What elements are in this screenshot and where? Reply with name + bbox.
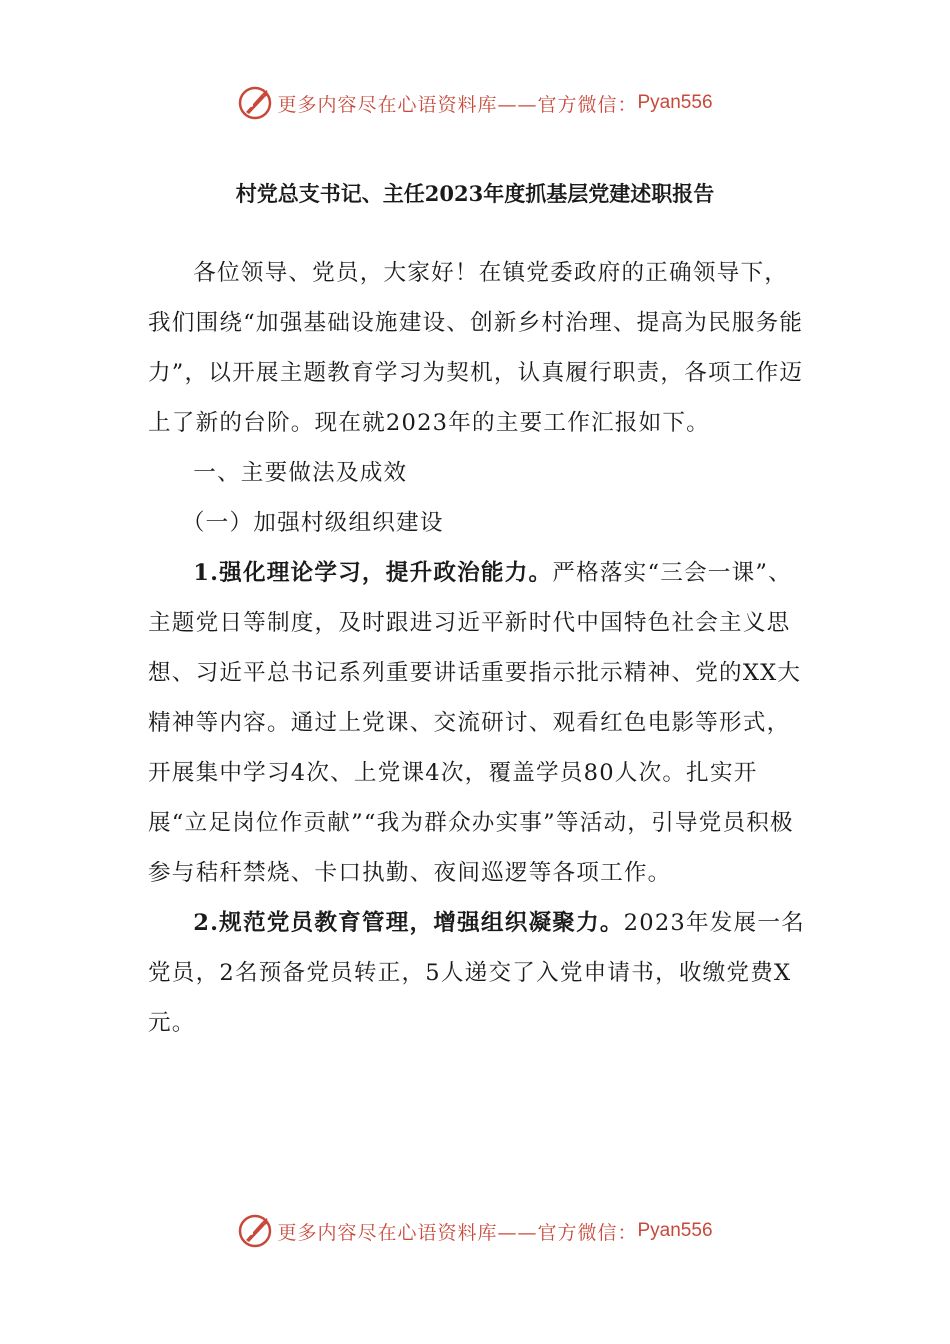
section-heading: 一、主要做法及成效 [193, 460, 408, 486]
quill-logo-icon [237, 85, 273, 121]
item-2-paragraph [148, 898, 808, 1048]
item-1-heading: 1.强化理论学习，提升政治能力。 [193, 560, 553, 586]
quill-logo-icon [237, 1213, 273, 1249]
item-1-body: 严格落实“三会一课”、主题党日等制度，及时跟进习近平新时代中国特色社会主义思想、习近平总书记系列重要讲话重要指示批示精神、党的XX大精神等内容。通过上党课、交流研讨、观看红色电影等形式，开展集中学习4次、上党课4次，覆盖学员80人次。扎实开展“立足岗位作贡献”“我为群众办实事”等活动，引导党员积极参与秸秆禁烧、卡口执勤、夜间巡逻等各项工作。 [148, 560, 802, 886]
document-body [148, 248, 808, 1048]
banner-text: 更多内容尽在心语资料库——官方微信： [277, 1221, 638, 1244]
banner-wechat-id: Pyan556 [637, 92, 713, 113]
subsection-heading: （一）加强村级组织建设 [181, 510, 444, 536]
header-banner [0, 78, 950, 128]
item-2-body: 2023年发展一名党员，2名预备党员转正，5人递交了入党申请书，收缴党费X元。 [148, 910, 805, 1036]
item-2-heading: 2.规范党员教育管理，增强组织凝聚力。 [193, 910, 624, 936]
intro-paragraph: 各位领导、党员，大家好！在镇党委政府的正确领导下，我们围绕“加强基础设施建设、创新乡村治理、提高为民服务能力”，以开展主题教育学习为契机，认真履行职责，各项工作迈上了新的台阶。现在就2023年的主要工作汇报如下。 [148, 260, 804, 436]
document-title: 村党总支书记、主任2023年度抓基层党建述职报告 [235, 181, 715, 206]
item-1-paragraph [148, 548, 808, 898]
banner-text: 更多内容尽在心语资料库——官方微信： [277, 93, 638, 116]
footer-banner [0, 1206, 950, 1256]
banner-wechat-id: Pyan556 [637, 1220, 713, 1241]
